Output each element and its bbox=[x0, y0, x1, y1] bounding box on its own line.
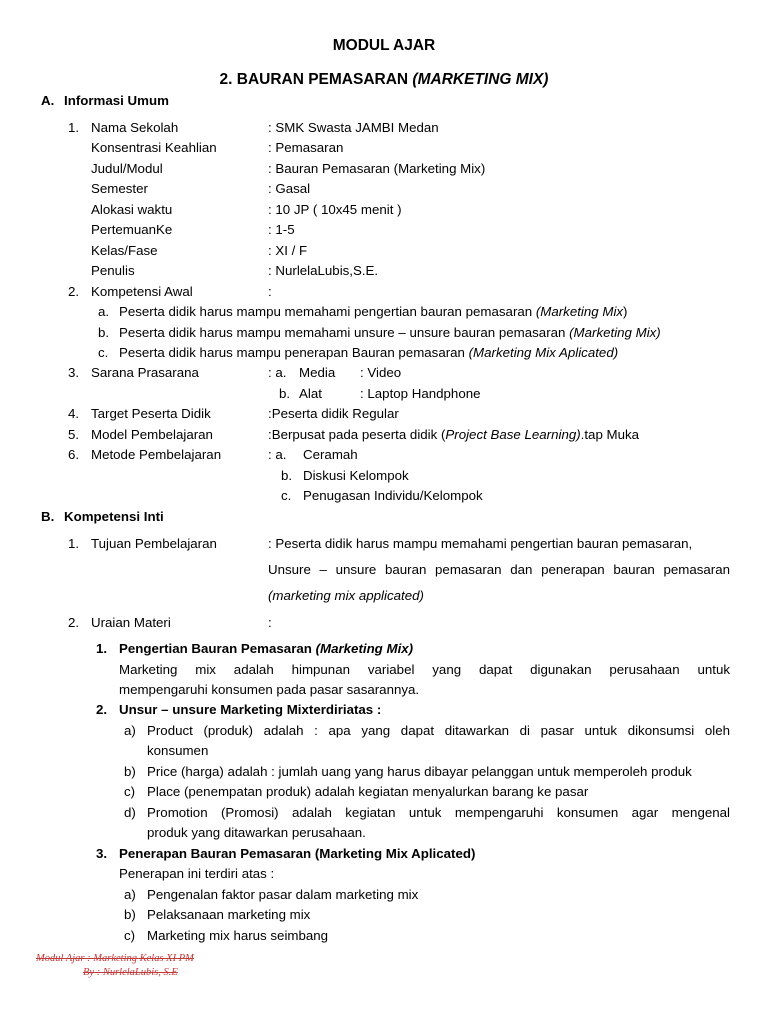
point2-item-line1: Place (penempatan produk) adalah kegiatan menyalurkan barang ke pasar bbox=[147, 784, 589, 799]
metode-a-prefix: : a. bbox=[268, 447, 287, 462]
chapter-title bbox=[0, 71, 768, 89]
model-value-tail: .tap Muka bbox=[580, 427, 640, 442]
point3-item: Pengenalan faktor pasar dalam marketing mix bbox=[147, 887, 419, 902]
kompetensi-awal-item bbox=[119, 304, 627, 319]
uraian-label: Uraian Materi bbox=[91, 615, 171, 630]
list-letter: c) bbox=[124, 928, 136, 943]
section-a-letter: A. bbox=[41, 93, 55, 108]
metode-num: 6. bbox=[68, 447, 80, 462]
target-num: 4. bbox=[68, 406, 80, 421]
point1-body-line2: mempengaruhi konsumen pada pasar sasarannya. bbox=[119, 682, 420, 697]
item-italic: (Marketing Mix) bbox=[569, 325, 661, 340]
point3-heading: Penerapan Bauran Pemasaran (Marketing Mix Aplicated) bbox=[119, 846, 476, 861]
point2-item-line2: produk yang ditawarkan perusahaan. bbox=[147, 825, 366, 840]
tujuan-line2: Unsure – unsure bauran pemasaran dan penerapan bauran pemasaran bbox=[268, 562, 730, 577]
list-letter: d) bbox=[124, 805, 136, 820]
item-text: Peserta didik harus mampu memahami unsure – unsure bauran pemasaran bbox=[119, 325, 570, 340]
info-value: : Gasal bbox=[268, 181, 311, 196]
point3-item: Marketing mix harus seimbang bbox=[147, 928, 329, 943]
sarana-b-value: : Laptop Handphone bbox=[360, 386, 481, 401]
point2-heading: Unsur – unsure Marketing Mixterdiriatas : bbox=[119, 702, 382, 717]
item-text: Peserta didik harus mampu memahami pengertian bauran pemasaran bbox=[119, 304, 536, 319]
info-label: Alokasi waktu bbox=[91, 202, 173, 217]
point1-heading bbox=[119, 641, 413, 656]
metode-label: Metode Pembelajaran bbox=[91, 447, 222, 462]
kompetensi-awal-label: Kompetensi Awal bbox=[91, 284, 193, 299]
item-tail: ) bbox=[623, 304, 628, 319]
footer-line1: Modul Ajar : Marketing Kelas XI PM bbox=[36, 953, 194, 964]
sarana-a-prefix: : a. bbox=[268, 365, 287, 380]
target-value: :Peserta didik Regular bbox=[268, 406, 399, 421]
point1-heading-text: Pengertian Bauran Pemasaran bbox=[119, 641, 316, 656]
uraian-num: 2. bbox=[68, 615, 80, 630]
item-italic: (Marketing Mix bbox=[535, 304, 624, 319]
metode-c-prefix: c. bbox=[281, 488, 292, 503]
list-letter: b) bbox=[124, 764, 136, 779]
info-value: : Pemasaran bbox=[268, 140, 344, 155]
point2-item-line1: Price (harga) adalah : jumlah uang yang harus dibayar pelanggan untuk memperoleh produk bbox=[147, 764, 692, 779]
model-value-text: :Berpusat pada peserta didik ( bbox=[268, 427, 446, 442]
metode-b-prefix: b. bbox=[281, 468, 293, 483]
point2-item-line1: Promotion (Promosi) adalah kegiatan untuk mempengaruhi konsumen agar mengenal bbox=[147, 805, 730, 820]
list-letter: c) bbox=[124, 784, 136, 799]
item-italic: (Marketing Mix Aplicated) bbox=[468, 345, 619, 360]
list-letter: b) bbox=[124, 907, 136, 922]
info-value: : NurlelaLubis,S.E. bbox=[268, 263, 379, 278]
point3-intro: Penerapan ini terdiri atas : bbox=[119, 866, 275, 881]
point3-item: Pelaksanaan marketing mix bbox=[147, 907, 311, 922]
point2-num: 2. bbox=[96, 702, 108, 717]
section-b-letter: B. bbox=[41, 509, 55, 524]
info-value: : Bauran Pemasaran (Marketing Mix) bbox=[268, 161, 486, 176]
info-label: Penulis bbox=[91, 263, 135, 278]
kompetensi-awal-colon: : bbox=[268, 284, 272, 299]
point3-num: 3. bbox=[96, 846, 108, 861]
section-a-heading: Informasi Umum bbox=[64, 93, 169, 108]
point2-item-line1: Product (produk) adalah : apa yang dapat ditawarkan di pasar untuk dikonsumsi oleh bbox=[147, 723, 730, 738]
list-letter: a) bbox=[124, 887, 136, 902]
sarana-num: 3. bbox=[68, 365, 80, 380]
info-label: Judul/Modul bbox=[91, 161, 163, 176]
list-letter: b. bbox=[98, 325, 110, 340]
model-value bbox=[268, 427, 639, 442]
info-value: : 10 JP ( 10x45 menit ) bbox=[268, 202, 402, 217]
model-num: 5. bbox=[68, 427, 80, 442]
chapter-title-main: 2. BAURAN PEMASARAN bbox=[219, 71, 413, 88]
metode-b-text: Diskusi Kelompok bbox=[303, 468, 409, 483]
sarana-label: Sarana Prasarana bbox=[91, 365, 199, 380]
info-label: PertemuanKe bbox=[91, 222, 173, 237]
kompetensi-awal-num: 2. bbox=[68, 284, 80, 299]
item-text: Peserta didik harus mampu penerapan Bauran pemasaran bbox=[119, 345, 469, 360]
section-b-heading: Kompetensi Inti bbox=[64, 509, 164, 524]
kompetensi-awal-item bbox=[119, 345, 618, 360]
info-label: Kelas/Fase bbox=[91, 243, 158, 258]
point1-body-line1: Marketing mix adalah himpunan variabel yang dapat digunakan perusahaan untuk bbox=[119, 662, 730, 677]
list-letter: a) bbox=[124, 723, 136, 738]
sarana-b-label: Alat bbox=[299, 386, 322, 401]
list-letter: a. bbox=[98, 304, 110, 319]
module-title: MODUL AJAR bbox=[332, 37, 436, 54]
info-value: : 1-5 bbox=[268, 222, 295, 237]
info-label: Konsentrasi Keahlian bbox=[91, 140, 217, 155]
point1-heading-italic: (Marketing Mix) bbox=[315, 641, 414, 656]
tujuan-line1: : Peserta didik harus mampu memahami pengertian bauran pemasaran, bbox=[268, 536, 693, 551]
chapter-title-italic: (MARKETING MIX) bbox=[412, 71, 549, 88]
point1-num: 1. bbox=[96, 641, 108, 656]
metode-c-text: Penugasan Individu/Kelompok bbox=[303, 488, 483, 503]
info-value: : XI / F bbox=[268, 243, 308, 258]
model-value-italic: Project Base Learning) bbox=[445, 427, 581, 442]
metode-a-text: Ceramah bbox=[303, 447, 358, 462]
info-label: Semester bbox=[91, 181, 148, 196]
info-row-num: 1. bbox=[68, 120, 80, 135]
sarana-b-prefix: b. bbox=[279, 386, 291, 401]
kompetensi-awal-item bbox=[119, 325, 661, 340]
tujuan-label: Tujuan Pembelajaran bbox=[91, 536, 217, 551]
model-label: Model Pembelajaran bbox=[91, 427, 213, 442]
sarana-a-label: Media bbox=[299, 365, 336, 380]
info-value: : SMK Swasta JAMBI Medan bbox=[268, 120, 439, 135]
list-letter: c. bbox=[98, 345, 109, 360]
footer-line2: By : NurlelaLubis, S.E bbox=[83, 967, 178, 978]
point2-item-line2: konsumen bbox=[147, 743, 209, 758]
info-label: Nama Sekolah bbox=[91, 120, 179, 135]
uraian-colon: : bbox=[268, 615, 272, 630]
sarana-a-value: : Video bbox=[360, 365, 402, 380]
tujuan-line3: (marketing mix applicated) bbox=[268, 588, 424, 603]
target-label: Target Peserta Didik bbox=[91, 406, 211, 421]
tujuan-num: 1. bbox=[68, 536, 80, 551]
